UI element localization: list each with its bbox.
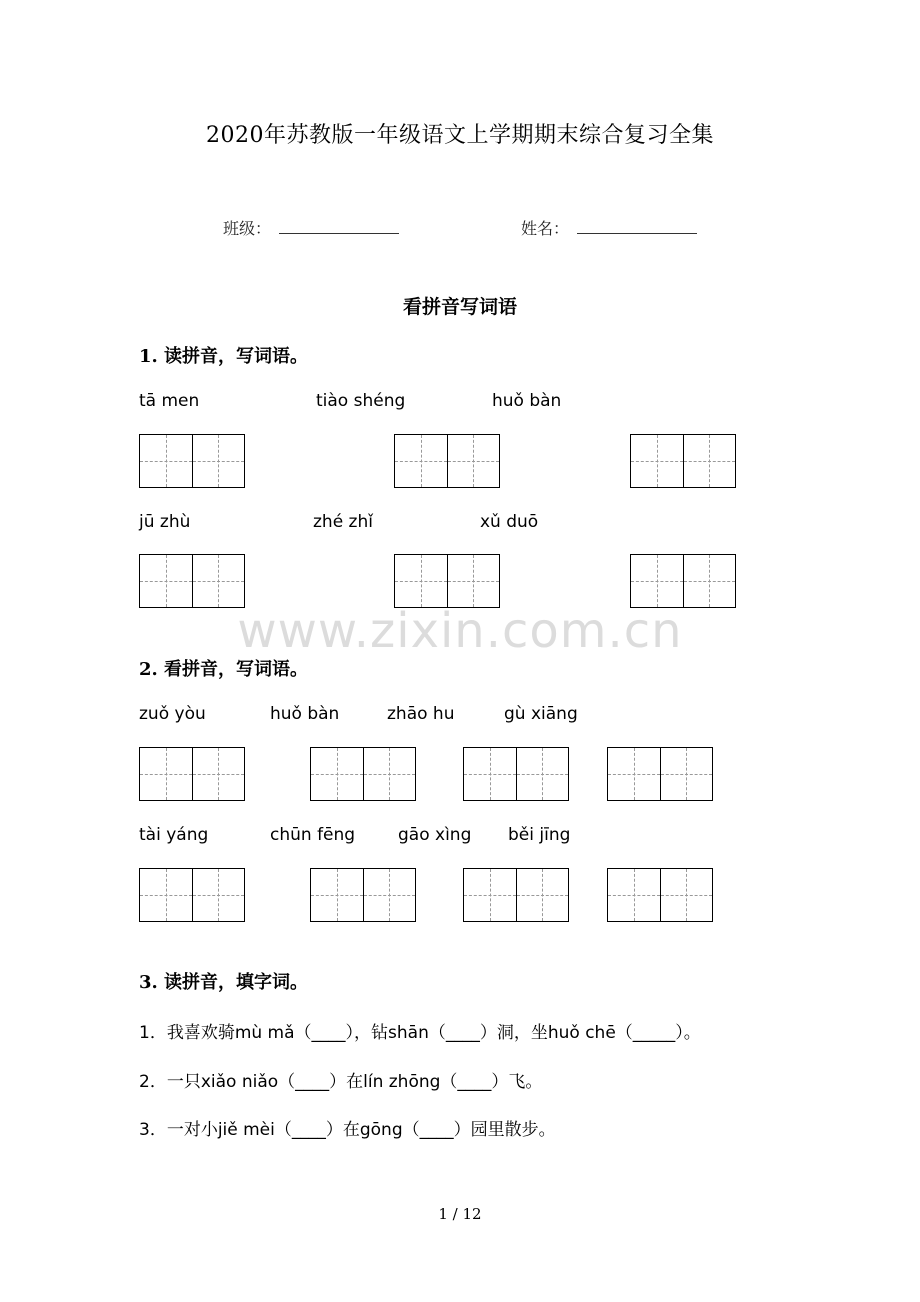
name-blank-line xyxy=(577,233,697,234)
pinyin-label: tā men xyxy=(139,391,200,411)
pinyin-label: huǒ bàn xyxy=(270,704,340,724)
watermark: www.zixin.com.cn xyxy=(237,603,683,659)
writing-grid[interactable] xyxy=(630,434,736,488)
section-title: 看拼音写词语 xyxy=(402,296,517,318)
writing-grid[interactable] xyxy=(139,554,245,608)
page-number: 1 / 12 xyxy=(438,1205,482,1223)
writing-grid[interactable] xyxy=(310,868,416,922)
writing-grid[interactable] xyxy=(394,554,500,608)
pinyin-label: xǔ duō xyxy=(480,512,539,532)
writing-grid[interactable] xyxy=(607,868,713,922)
pinyin-label: zhāo hu xyxy=(387,704,455,724)
pinyin-label: tiào shéng xyxy=(316,391,406,411)
writing-grid[interactable] xyxy=(607,747,713,801)
fill-in-sentence[interactable]: 2．一只xiǎo niǎo（____）在lín zhōng（____）飞。 xyxy=(139,1072,543,1092)
question-1-heading: 1. 读拼音，写词语。 xyxy=(139,346,309,367)
writing-grid[interactable] xyxy=(394,434,500,488)
pinyin-label: jū zhù xyxy=(139,512,191,532)
writing-grid[interactable] xyxy=(310,747,416,801)
writing-grid[interactable] xyxy=(139,868,245,922)
question-2-heading: 2. 看拼音，写词语。 xyxy=(139,659,309,680)
pinyin-label: gù xiāng xyxy=(504,704,578,724)
pinyin-label: chūn fēng xyxy=(270,825,356,845)
class-blank-line xyxy=(279,233,399,234)
class-label: 班级： xyxy=(223,219,272,238)
writing-grid[interactable] xyxy=(630,554,736,608)
name-label: 姓名： xyxy=(521,219,570,238)
fill-in-sentence[interactable]: 3．一对小jiě mèi（____）在gōng（____）园里散步。 xyxy=(139,1120,556,1140)
pinyin-label: gāo xìng xyxy=(398,825,472,845)
question-3-heading: 3. 读拼音，填字词。 xyxy=(139,972,309,993)
writing-grid[interactable] xyxy=(463,868,569,922)
pinyin-label: zuǒ yòu xyxy=(139,704,206,724)
writing-grid[interactable] xyxy=(139,747,245,801)
fill-in-sentence[interactable]: 1．我喜欢骑mù mǎ（____），钻shān（____）洞，坐huǒ chē（_____）。 xyxy=(139,1023,701,1043)
pinyin-label: huǒ bàn xyxy=(492,391,562,411)
writing-grid[interactable] xyxy=(139,434,245,488)
pinyin-label: zhé zhǐ xyxy=(313,512,373,532)
writing-grid[interactable] xyxy=(463,747,569,801)
pinyin-label: běi jīng xyxy=(508,825,571,845)
pinyin-label: tài yáng xyxy=(139,825,209,845)
page-title: 2020年苏教版一年级语文上学期期末综合复习全集 xyxy=(206,123,714,148)
